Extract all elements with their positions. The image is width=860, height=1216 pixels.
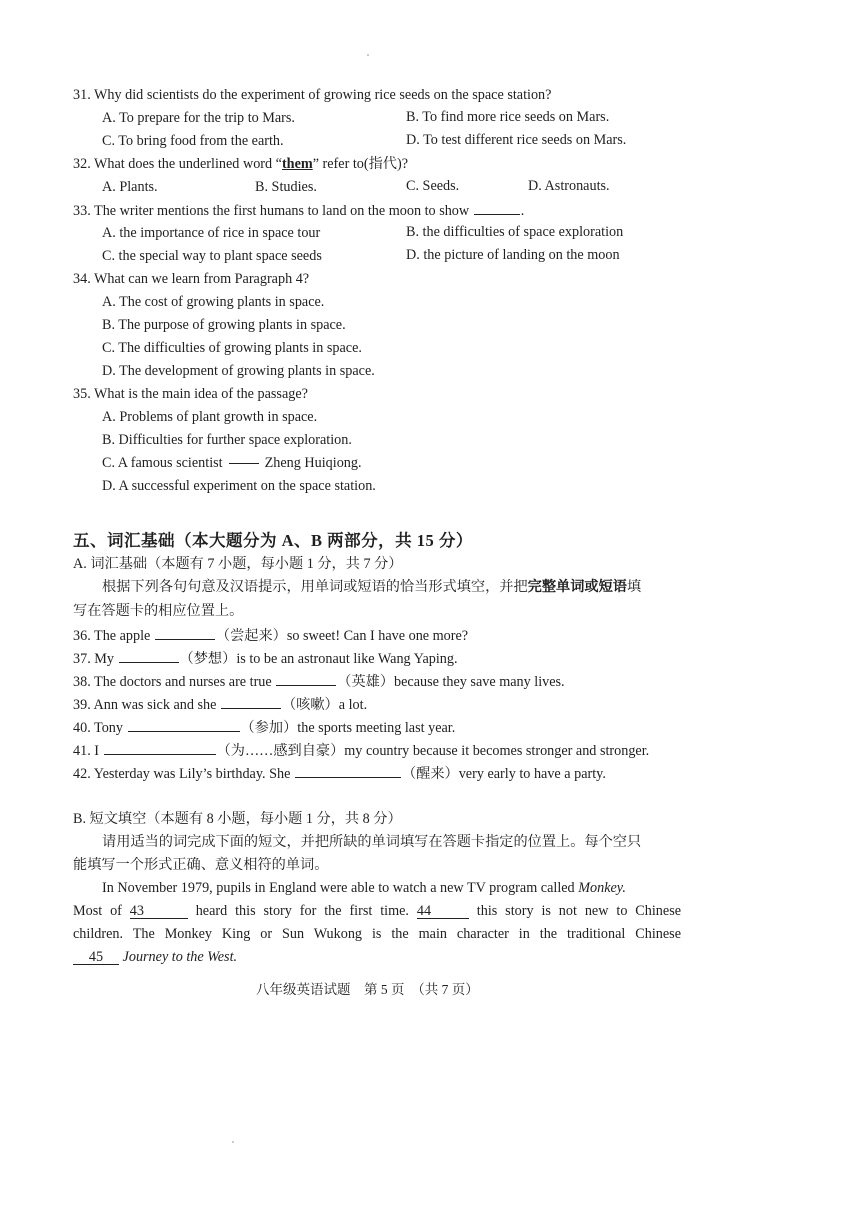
item-38-post: because they save many lives. <box>394 674 565 690</box>
item-40-pre: 40. Tony <box>73 720 123 736</box>
passage-book-title: Journey to the West. <box>122 949 238 965</box>
item-41-hint: （为……感到自豪） <box>216 743 345 759</box>
q32-option-b: B. Studies. <box>255 179 317 195</box>
q33-option-d: D. the picture of landing on the moon <box>406 247 620 263</box>
q33-stem: 33. The writer mentions the first humans to land on the moon to show . <box>73 203 525 219</box>
partA-title: A. 词汇基础（本题有 7 小题，每小题 1 分，共 7 分） <box>73 556 403 572</box>
partB-title: B. 短文填空（本题有 8 小题，每小题 1 分，共 8 分） <box>73 811 402 827</box>
partA-instruction-line2: 写在答题卡的相应位置上。 <box>73 603 244 619</box>
scan-speck <box>367 54 369 56</box>
passage-program-title: Monkey. <box>578 880 626 896</box>
item-42-blank <box>295 766 401 778</box>
item-41-pre: 41. I <box>73 743 100 759</box>
item-41-blank <box>104 743 216 755</box>
q33-blank <box>474 203 520 215</box>
item-36-pre: 36. The apple <box>73 628 151 644</box>
q33-option-a: A. the importance of rice in space tour <box>102 225 321 241</box>
partA-instruction-line1 <box>102 580 641 594</box>
q31-option-a: A. To prepare for the trip to Mars. <box>102 110 295 126</box>
item-39-pre: 39. Ann was sick and she <box>73 697 217 713</box>
item-39-hint: （咳嗽） <box>281 697 339 713</box>
passage-line3: children. The Monkey King or Sun Wukong is the main character in the traditional Chinese <box>73 926 681 942</box>
section5-title: 五、词汇基础（本大题分为 A、B 两部分，共 15 分） <box>73 531 473 550</box>
q32-option-d: D. Astronauts. <box>528 178 610 194</box>
q35-option-c-pre: C. A famous scientist <box>102 455 223 471</box>
item-38-hint: （英雄） <box>337 674 395 690</box>
passage-line4 <box>73 950 237 965</box>
item-40-blank <box>128 720 240 732</box>
q31-stem: 31. Why did scientists do the experiment of growing rice seeds on the space station? <box>73 87 552 103</box>
q31-option-b: B. To find more rice seeds on Mars. <box>406 109 610 125</box>
item-37-pre: 37. My <box>73 651 114 667</box>
item-37-blank <box>119 651 179 663</box>
q35-option-d: D. A successful experiment on the space station. <box>102 478 376 494</box>
partA-instr-pre: 根据下列各句句意及汉语提示，用单词或短语的恰当形式填空，并把 <box>102 579 528 595</box>
q31-option-c: C. To bring food from the earth. <box>102 133 284 149</box>
passage-line2-b: heard this story for the first time. <box>195 903 409 919</box>
item-37 <box>73 651 458 666</box>
q32-option-a: A. Plants. <box>102 179 158 195</box>
item-40-post: the sports meeting last year. <box>297 720 456 736</box>
item-37-post: is to be an astronaut like Wang Yaping. <box>236 651 458 667</box>
scan-speck <box>232 1141 234 1143</box>
item-38 <box>73 674 565 689</box>
q33-option-b: B. the difficulties of space exploration <box>406 224 624 240</box>
item-41 <box>73 743 649 758</box>
q32-option-c: C. Seeds. <box>406 178 460 194</box>
partB-instruction-line1: 请用适当的词完成下面的短文，并把所缺的单词填写在答题卡指定的位置上。每个空只 <box>102 834 642 850</box>
q34-option-b: B. The purpose of growing plants in space. <box>102 317 346 333</box>
q32-underlined-word: them <box>281 156 313 172</box>
item-36-blank <box>155 628 215 640</box>
item-39 <box>73 697 367 712</box>
item-42-pre: 42. Yesterday was Lily’s birthday. She <box>73 766 291 782</box>
q34-option-c: C. The difficulties of growing plants in space. <box>102 340 362 356</box>
q31-option-d: D. To test different rice seeds on Mars. <box>406 132 627 148</box>
passage-line2-a: Most of <box>73 903 122 919</box>
q35-option-a: A. Problems of plant growth in space. <box>102 409 318 425</box>
passage-line2-c: this story is not new to Chinese <box>476 903 682 919</box>
q32-stem-post: ” refer to(指代)? <box>312 156 409 172</box>
blank-44: 44 <box>417 904 469 919</box>
q33-stem-text: 33. The writer mentions the first humans to land on the moon to show <box>73 203 470 219</box>
item-36-hint: （尝起来） <box>215 628 287 644</box>
q33-option-c: C. the special way to plant space seeds <box>102 248 322 264</box>
q35-stem: 35. What is the main idea of the passage? <box>73 386 308 402</box>
page-footer: 八年级英语试题 第 5 页 （共 7 页） <box>256 982 479 997</box>
item-38-pre: 38. The doctors and nurses are true <box>73 674 272 690</box>
em-dash <box>229 463 259 464</box>
passage-line1-text: In November 1979, pupils in England were able to watch a new TV program called <box>102 880 575 896</box>
item-42-hint: （醒来） <box>401 766 459 782</box>
q35-option-c-post: Zheng Huiqiong. <box>264 455 362 471</box>
item-42 <box>73 766 606 781</box>
item-41-post: my country because it becomes stronger and stronger. <box>344 743 650 759</box>
q35-option-b: B. Difficulties for further space exploration. <box>102 432 352 448</box>
passage-line2 <box>73 904 681 919</box>
blank-43: 43 <box>130 904 188 919</box>
item-40-hint: （参加） <box>240 720 298 736</box>
item-36-post: so sweet! Can I have one more? <box>286 628 469 644</box>
partB-instruction-line2: 能填写一个形式正确、意义相符的单词。 <box>73 857 329 873</box>
passage-line1 <box>102 881 626 895</box>
q32-stem-pre: 32. What does the underlined word “ <box>73 156 282 172</box>
item-37-hint: （梦想） <box>179 651 237 667</box>
item-39-blank <box>221 697 281 709</box>
item-38-blank <box>276 674 336 686</box>
q34-option-d: D. The development of growing plants in space. <box>102 363 375 379</box>
item-40 <box>73 720 455 735</box>
item-39-post: a lot. <box>338 697 368 713</box>
partA-instr-post: 填 <box>626 579 642 595</box>
q32-stem <box>73 157 408 171</box>
blank-45: 45 <box>73 950 119 965</box>
q34-stem: 34. What can we learn from Paragraph 4? <box>73 271 310 287</box>
item-42-post: very early to have a party. <box>458 766 606 782</box>
q34-option-a: A. The cost of growing plants in space. <box>102 294 325 310</box>
partA-instr-bold: 完整单词或短语 <box>527 579 627 595</box>
q35-option-c <box>102 456 362 470</box>
item-36 <box>73 628 468 643</box>
